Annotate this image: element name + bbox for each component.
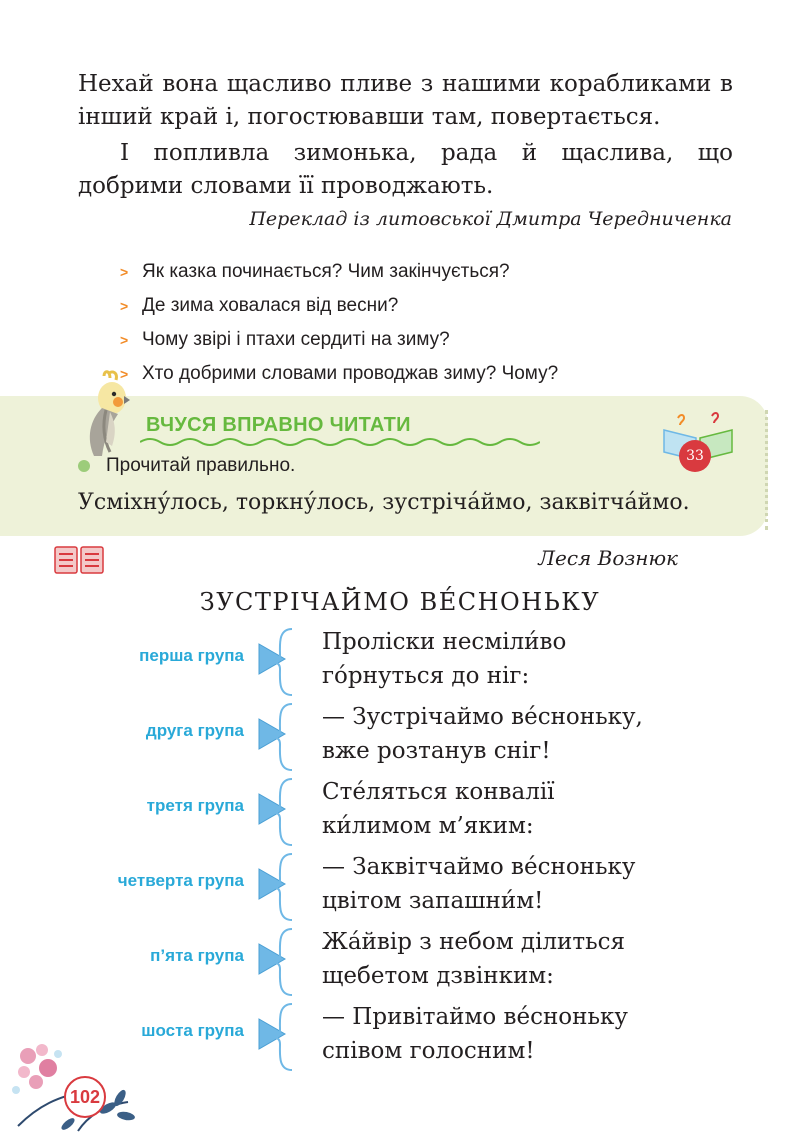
reading-book-icon [54,545,104,575]
bullet-dot-icon [78,460,90,472]
poem-line: — Зустрічаймо ве́сноньку, [322,704,643,730]
page-number: 102 [64,1076,106,1118]
parrot-icon [72,370,142,460]
poem-lines [322,625,566,693]
questions-list [120,255,558,391]
poem-line: щебетом дзвінким: [322,963,554,989]
bracket-icon [270,700,294,774]
bracket-icon [270,850,294,924]
bullet-arrow-icon: > [120,264,129,280]
question-text: Хто добрими словами проводжав зиму? Чому? [142,363,559,384]
section-title: ВЧУСЯ ВПРАВНО ЧИТАТИ [146,414,411,436]
poem-lines [322,700,643,768]
bracket-icon [270,625,294,699]
group-label: шоста група [141,1021,244,1040]
bracket-icon [270,775,294,849]
question-text: Як казка починається? Чим закінчується? [142,261,510,282]
instruction [78,455,295,477]
poem-group-row [0,625,800,699]
practice-words: Усміхну́лось, торкну́лось, зустріча́ймо, заквітча́ймо. [78,490,690,515]
group-label: четверта група [117,871,244,890]
group-label: друга група [145,721,244,740]
bracket-icon [270,1000,294,1074]
section-edge-decoration [748,410,768,530]
instruction-text: Прочитай правильно. [106,455,296,476]
question-item [120,357,558,391]
poem-line: Проліски несміли́во [322,629,567,655]
poem-lines [322,775,555,843]
task-number-badge: 33 [679,440,711,472]
bracket-icon [270,925,294,999]
group-label: третя група [146,796,244,815]
poem-line: го́рнуться до ніг: [322,663,530,689]
poem-line: цвітом запашни́м! [322,888,544,914]
question-item [120,255,558,289]
bullet-arrow-icon: > [120,332,129,348]
question-item [120,289,558,323]
poem-lines [322,925,625,993]
poem-group-row [0,925,800,999]
poem-group-row [0,700,800,774]
poem-title: ЗУСТРІЧАЙМО ВЕ́СНОНЬКУ [199,588,601,616]
poem-line: Сте́ляться конвалії [322,779,555,805]
poem-line: Жа́йвір з небом ділиться [322,929,626,955]
poem-line: — Привітаймо ве́сноньку [322,1004,628,1030]
group-label: п’ята група [150,946,244,965]
group-label: перша група [139,646,244,665]
wavy-underline [140,436,540,448]
question-text: Чому звірі і птахи сердиті на зиму? [142,329,450,350]
poem-line: вже розтанув сніг! [322,738,551,764]
question-text: Де зима ховалася від весни? [142,295,399,316]
translation-attribution: Переклад із литовської Дмитра Чередниченка [249,208,732,230]
poem-line: співом голосним! [322,1038,535,1064]
poem-author: Леся Вознюк [538,546,678,570]
story-paragraph-1: Нехай вона щасливо пливе з нашими корабликами в інший край і, погостювавши там, повертається. [78,71,733,130]
bullet-arrow-icon: > [120,366,129,382]
poem-group-row [0,850,800,924]
poem-line: — Заквітчаймо ве́сноньку [322,854,636,880]
story-paragraph-2: І попливла зимонька, рада й щаслива, що добрими словами її проводжають. [78,140,733,199]
poem-lines [322,850,635,918]
question-item [120,323,558,357]
poem-lines [322,1000,628,1068]
poem-group-row [0,775,800,849]
bullet-arrow-icon: > [120,298,129,314]
poem-line: ки́лимом м’яким: [322,813,534,839]
